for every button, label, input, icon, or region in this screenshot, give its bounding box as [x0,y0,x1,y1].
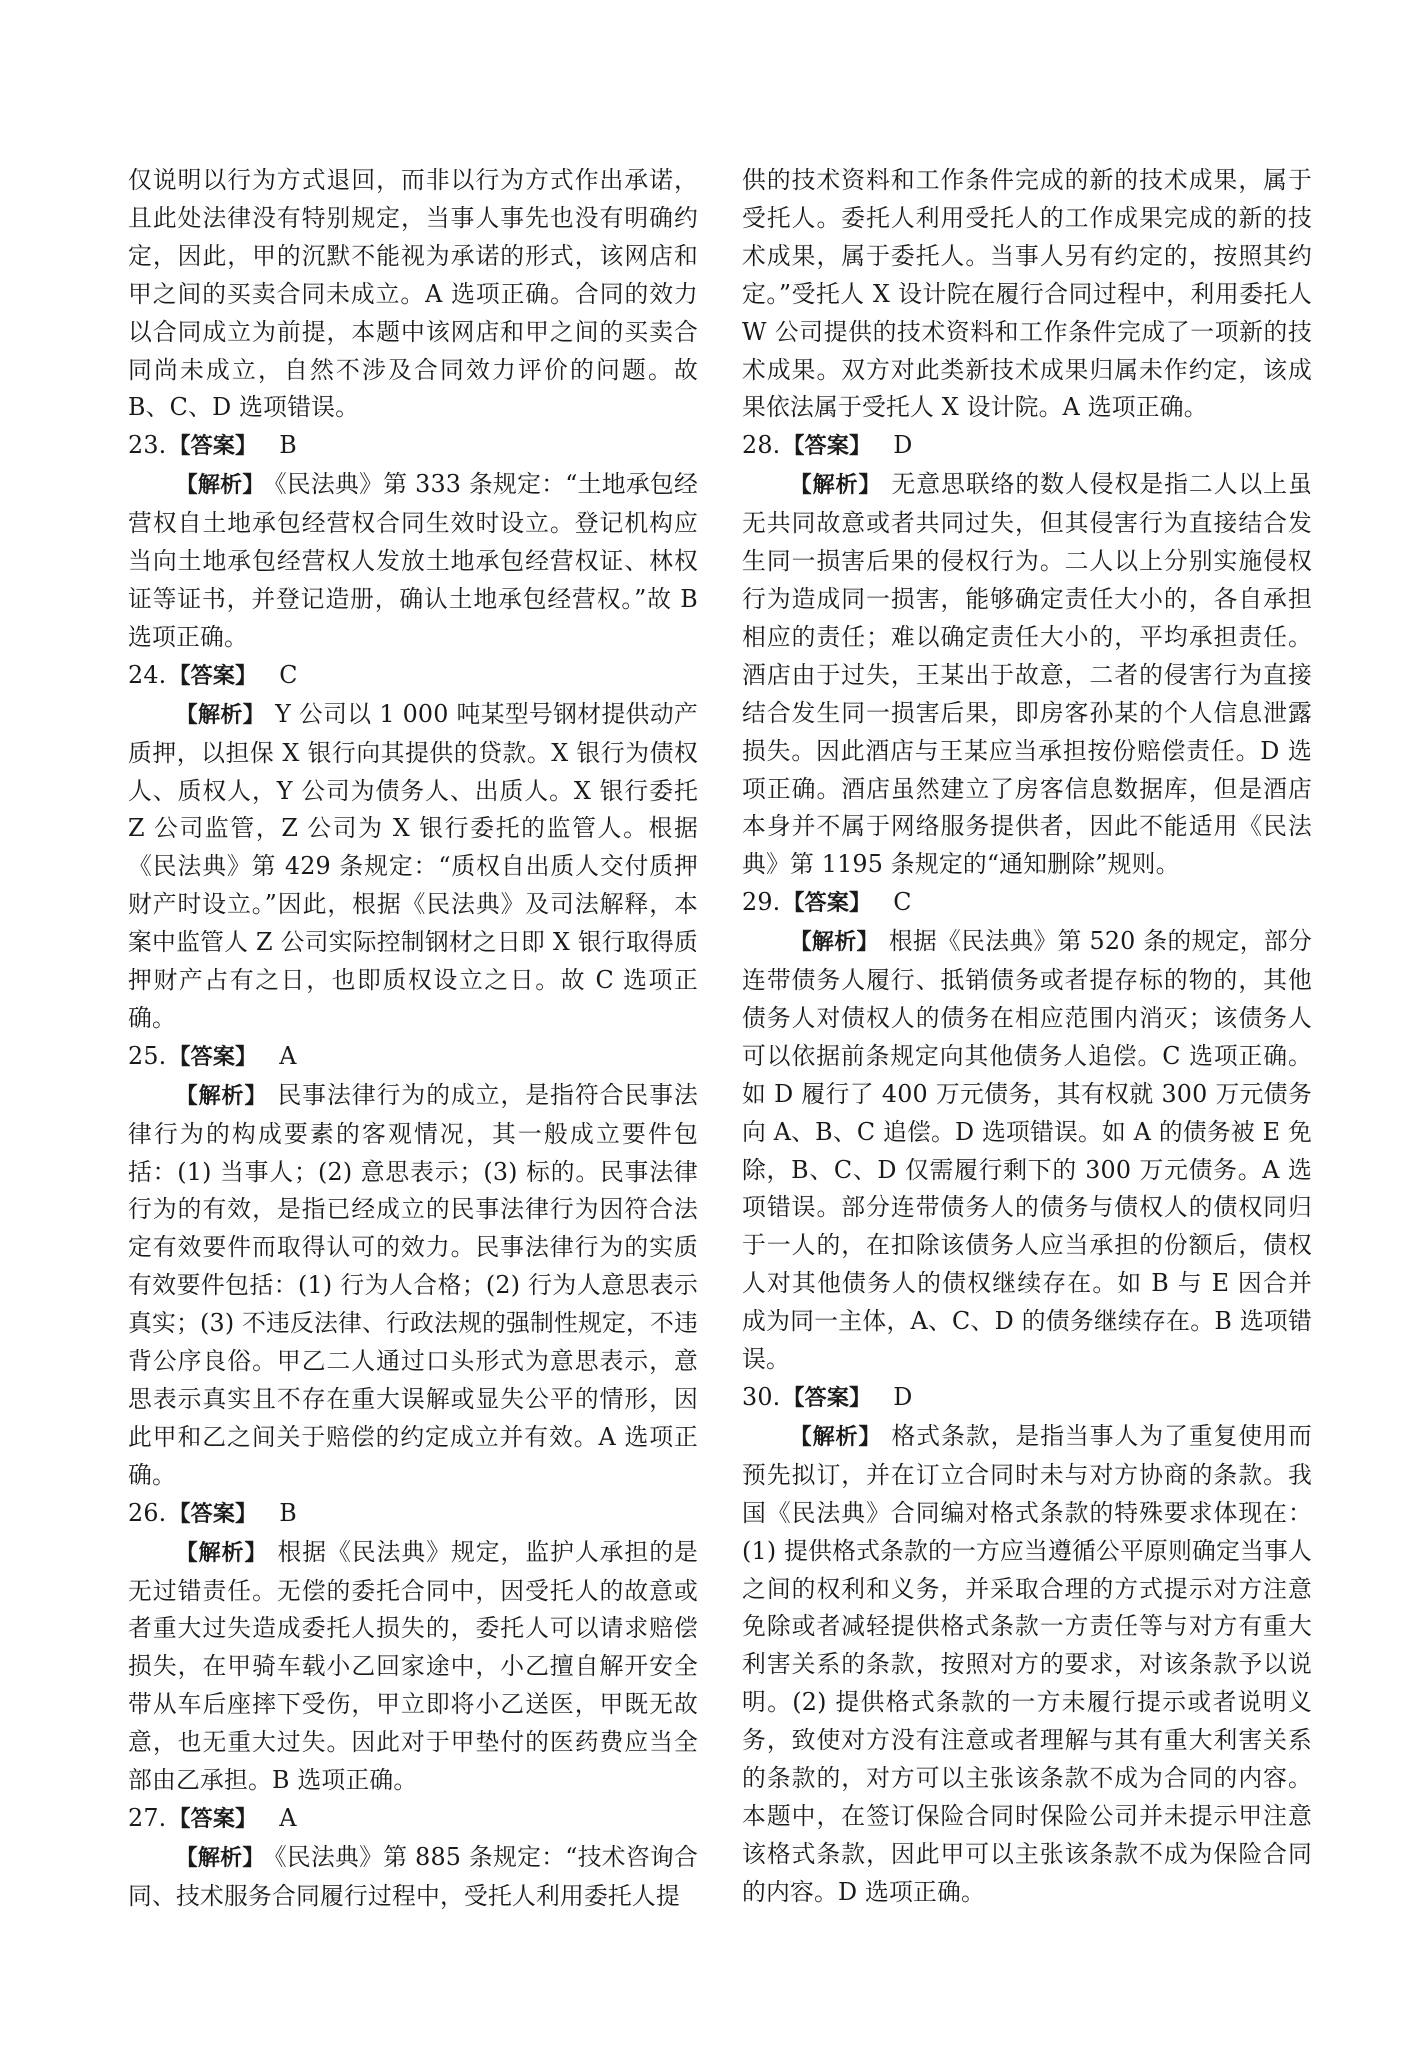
analysis-label: 【解析】 [175,1845,265,1871]
analysis-text: 《民法典》第 885 条规定：“技术咨询合同、技术服务合同履行过程中，受托人利用委托人提 [128,1842,699,1910]
analysis-paragraph [128,1839,698,1916]
analysis-text: 《民法典》第 333 条规定：“土地承包经营权自土地承包经营权合同生效时设立。登记机构应当向土地承包经营权人发放土地承包经营权证、林权证等证书，并登记造册，确认土地承包经营权。”故 B 选项正确。 [128,470,699,651]
answer-value: A [279,1803,297,1832]
answer-value: B [279,1498,297,1527]
question-number: 28. [742,431,781,460]
right-column [742,162,1312,1912]
paragraph: 供的技术资料和工作条件完成的新的技术成果，属于受托人。委托人利用受托人的工作成果完成的新的技术成果，属于委托人。当事人另有约定的，按照其约定。”受托人 X 设计院在履行合同过程中，利用委托人 W 公司提供的技术资料和工作条件完成了一项新的技术成果。双方对此类新技术成果归属未作约定，该成果依法属于受托人 X 设计院。A 选项正确。 [742,166,1312,422]
analysis-label: 【解析】 [789,930,879,956]
question-number: 27. [128,1803,167,1832]
analysis-label: 【解析】 [789,1424,882,1450]
answer-label: 【答案】 [782,1386,872,1411]
answer-label: 【答案】 [168,663,258,689]
analysis-paragraph [128,1077,698,1495]
analysis-paragraph [742,1418,1312,1912]
left-column [128,162,698,1916]
answer-label: 【答案】 [782,434,872,460]
answer-label: 【答案】 [168,1044,258,1070]
analysis-text: 根据《民法典》规定，监护人承担的是无过错责任。无偿的委托合同中，因受托人的故意或者重大过失造成委托人损失的，委托人可以请求赔偿损失，在甲骑车载小乙回家途中，小乙擅自解开安全带从车后座摔下受伤，甲立即将小乙送医，甲既无故意，也无重大过失。因此对于甲垫付的医药费应当全部由乙承担。B 选项正确。 [128,1537,698,1795]
answer-label: 【答案】 [782,891,872,917]
question-number: 25. [128,1041,167,1070]
analysis-paragraph [742,466,1312,884]
answer-line [742,427,1312,466]
question-number: 29. [742,888,781,917]
answer-value: C [279,660,298,689]
analysis-paragraph [128,466,698,657]
question-number: 24. [128,660,167,689]
paragraph: 仅说明以行为方式退回，而非以行为方式作出承诺，且此处法律没有特别规定，当事人事先也没有明确约定，因此，甲的沉默不能视为承诺的形式，该网店和甲之间的买卖合同未成立。A 选项正确。合同的效力以合同成立为前提，本题中该网店和甲之间的买卖合同尚未成立，自然不涉及合同效力评价的问题。故 B、C、D 选项错误。 [128,166,698,422]
analysis-label: 【解析】 [175,1540,268,1566]
answer-line [128,1038,698,1077]
analysis-paragraph [128,696,698,1038]
analysis-text: 格式条款，是指当事人为了重复使用而预先拟订，并在订立合同时未与对方协商的条款。我国《民法典》合同编对格式条款的特殊要求体现在：(1) 提供格式条款的一方应当遵循公平原则确定当事人之间的权利和义务，并采取合理的方式提示对方注意免除或者减轻提供格式条款一方责任等与对方有重大利害关系的条款，按照对方的要求，对该条款予以说明。(2) 提供格式条款的一方未履行提示或者说明义务，致使对方没有注意或者理解与其有重大利害关系的条款的，对方可以主张该条款不成为合同的内容。本题中，在签订保险合同时保险公司并未提示甲注意该格式条款，因此甲可以主张该条款不成为保险合同的内容。D 选项正确。 [742,1421,1313,1906]
analysis-text: 根据《民法典》第 520 条的规定，部分连带债务人履行、抵销债务或者提存标的物的，其他债务人对债权人的债务在相应范围内消灭；该债务人可以依据前条规定向其他债务人追偿。C 选项正确。如 D 履行了 400 万元债务，其有权就 300 万元债务向 A、B、C 追偿。D 选项错误。如 A 的债务被 E 免除，B、C、D 仅需履行剩下的 300 万元债务。A 选项错误。部分连带债务人的债务与债权人的债权同归于一人的，在扣除该债务人应当承担的份额后，债权人对其他债务人的债权继续存在。如 B 与 E 因合并成为同一主体，A、C、D 的债务继续存在。B 选项错误。 [742,927,1313,1374]
answer-value: C [893,888,912,917]
analysis-label: 【解析】 [789,473,882,499]
analysis-label: 【解析】 [175,1083,268,1109]
answer-label: 【答案】 [168,434,258,460]
question-number: 26. [128,1498,167,1527]
answer-line [742,1379,1312,1418]
question-number: 23. [128,431,167,460]
answer-value: D [893,431,913,460]
analysis-text: 无意思联络的数人侵权是指二人以上虽无共同故意或者共同过失，但其侵害行为直接结合发生同一损害后果的侵权行为。二人以上分别实施侵权行为造成同一损害，能够确定责任大小的，各自承担相应的责任；难以确定责任大小的，平均承担责任。酒店由于过失，王某出于故意，二者的侵害行为直接结合发生同一损害后果，即房客孙某的个人信息泄露损失。因此酒店与王某应当承担按份赔偿责任。D 选项正确。酒店虽然建立了房客信息数据库，但是酒店本身并不属于网络服务提供者，因此不能适用《民法典》第 1195 条规定的“通知删除”规则。 [742,470,1312,879]
answer-line [742,884,1312,923]
analysis-paragraph [128,1534,698,1800]
answer-label: 【答案】 [168,1806,258,1832]
question-number: 30. [742,1383,781,1411]
answer-value: D [893,1383,913,1411]
answer-value: A [279,1041,297,1070]
analysis-text: Y 公司以 1 000 吨某型号钢材提供动产质押，以担保 X 银行向其提供的贷款。X 银行为债权人、质权人，Y 公司为债务人、出质人。X 银行委托 Z 公司监管，Z 公司为 X 银行委托的监管人。根据《民法典》第 429 条规定：“质权自出质人交付质押财产时设立。”因此，根据《民法典》及司法解释，本案中监管人 Z 公司实际控制钢材之日即 X 银行取得质押财产占有之日，也即质权设立之日。故 C 选项正确。 [128,699,698,1032]
answer-line [128,427,698,466]
analysis-label: 【解析】 [175,702,266,728]
answer-line [128,657,698,696]
answer-label: 【答案】 [168,1501,258,1527]
analysis-text: 民事法律行为的成立，是指符合民事法律行为的构成要素的客观情况，其一般成立要件包括：(1) 当事人；(2) 意思表示；(3) 标的。民事法律行为的有效，是指已经成立的民事法律行为因符合法定有效要件而取得认可的效力。民事法律行为的实质有效要件包括：(1) 行为人合格；(2) 行为人意思表示真实；(3) 不违反法律、行政法规的强制性规定，不违背公序良俗。甲乙二人通过口头形式为意思表示，意思表示真实且不存在重大误解或显失公平的情形，因此甲和乙之间关于赔偿的约定成立并有效。A 选项正确。 [128,1080,699,1489]
analysis-label: 【解析】 [175,473,265,499]
analysis-paragraph [742,923,1312,1379]
answer-line [128,1800,698,1839]
answer-line [128,1495,698,1534]
answer-value: B [279,431,297,460]
